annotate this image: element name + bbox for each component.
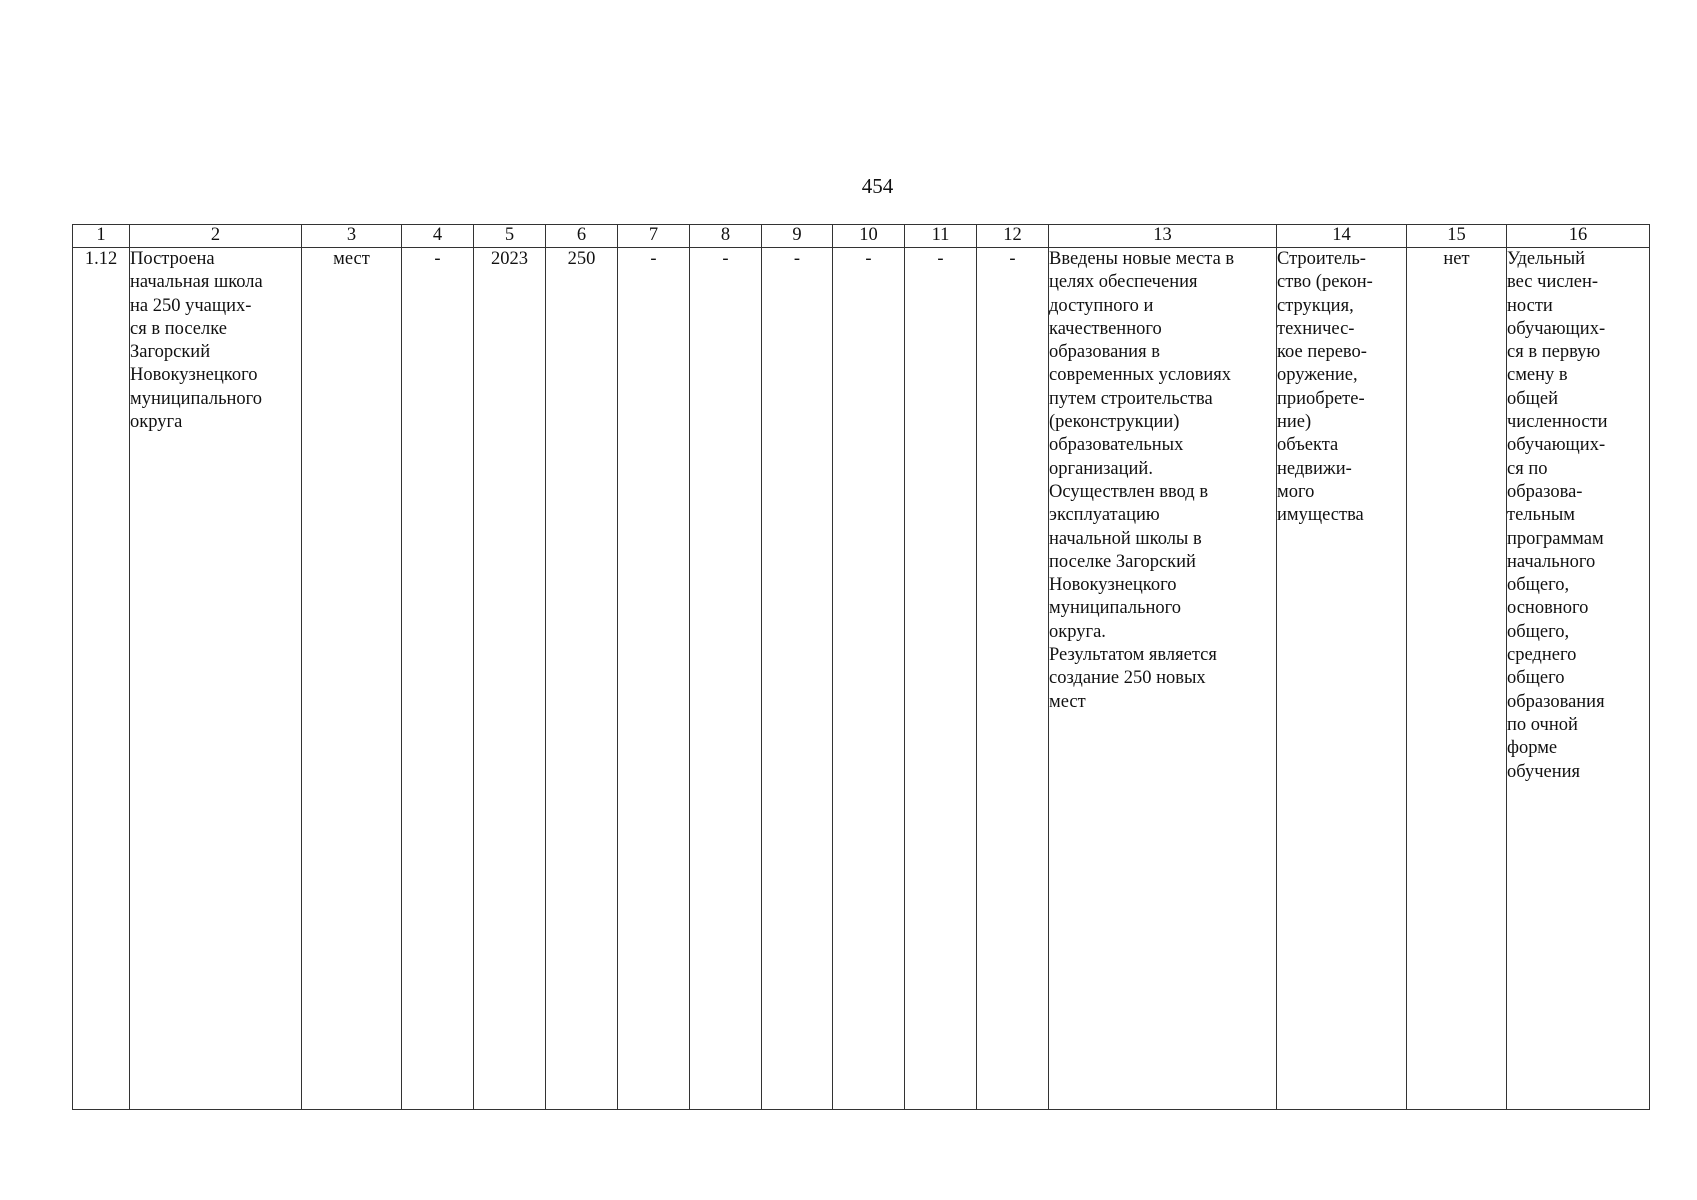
col-header-11: 11 — [905, 225, 977, 248]
cell-col-12: - — [977, 248, 1049, 1110]
col-header-9: 9 — [762, 225, 833, 248]
col-header-6: 6 — [546, 225, 618, 248]
col-header-14: 14 — [1277, 225, 1407, 248]
cell-col-15: нет — [1407, 248, 1507, 1110]
data-table — [72, 224, 1650, 1110]
col-header-2: 2 — [130, 225, 302, 248]
cell-col-7: - — [618, 248, 690, 1110]
cell-description: Построена начальная школа на 250 учащих- ся в поселке Загорский Новокузнецкого муниципального округа — [130, 248, 302, 1110]
col-header-1: 1 — [73, 225, 130, 248]
cell-unit: мест — [302, 248, 402, 1110]
cell-result-description: Введены новые места в целях обеспечения доступного и качественного образования в современных условиях путем строительства (реконструкции) образовательных организаций. Осуществлен ввод в эксплуатацию начальной школы в поселке Загорский Новокузнецкого муниципального округа. Результатом является создание 250 новых мест — [1049, 248, 1277, 1110]
cell-value: 250 — [546, 248, 618, 1110]
col-header-16: 16 — [1507, 225, 1650, 248]
col-header-5: 5 — [474, 225, 546, 248]
col-header-12: 12 — [977, 225, 1049, 248]
cell-col-4: - — [402, 248, 474, 1110]
col-header-4: 4 — [402, 225, 474, 248]
cell-col-10: - — [833, 248, 905, 1110]
col-header-10: 10 — [833, 225, 905, 248]
cell-item-number: 1.12 — [73, 248, 130, 1110]
col-header-7: 7 — [618, 225, 690, 248]
page-number: 454 — [861, 174, 894, 198]
col-header-15: 15 — [1407, 225, 1507, 248]
col-header-3: 3 — [302, 225, 402, 248]
col-header-13: 13 — [1049, 225, 1277, 248]
cell-year: 2023 — [474, 248, 546, 1110]
header-row — [73, 225, 1650, 248]
cell-activity-type: Строитель- ство (рекон- струкция, техничес- кое перево- оружение, приобрете- ние) объекта недвижи- мого имущества — [1277, 248, 1407, 1110]
cell-col-9: - — [762, 248, 833, 1110]
col-header-8: 8 — [690, 225, 762, 248]
cell-col-8: - — [690, 248, 762, 1110]
cell-col-11: - — [905, 248, 977, 1110]
cell-indicator: Удельный вес числен- ности обучающих- ся в первую смену в общей численности обучающих- ся по образова- тельным программам начального общего, основного общего, среднего общего образования по очной форме обучения — [1507, 248, 1650, 1110]
table-row — [73, 248, 1650, 1110]
